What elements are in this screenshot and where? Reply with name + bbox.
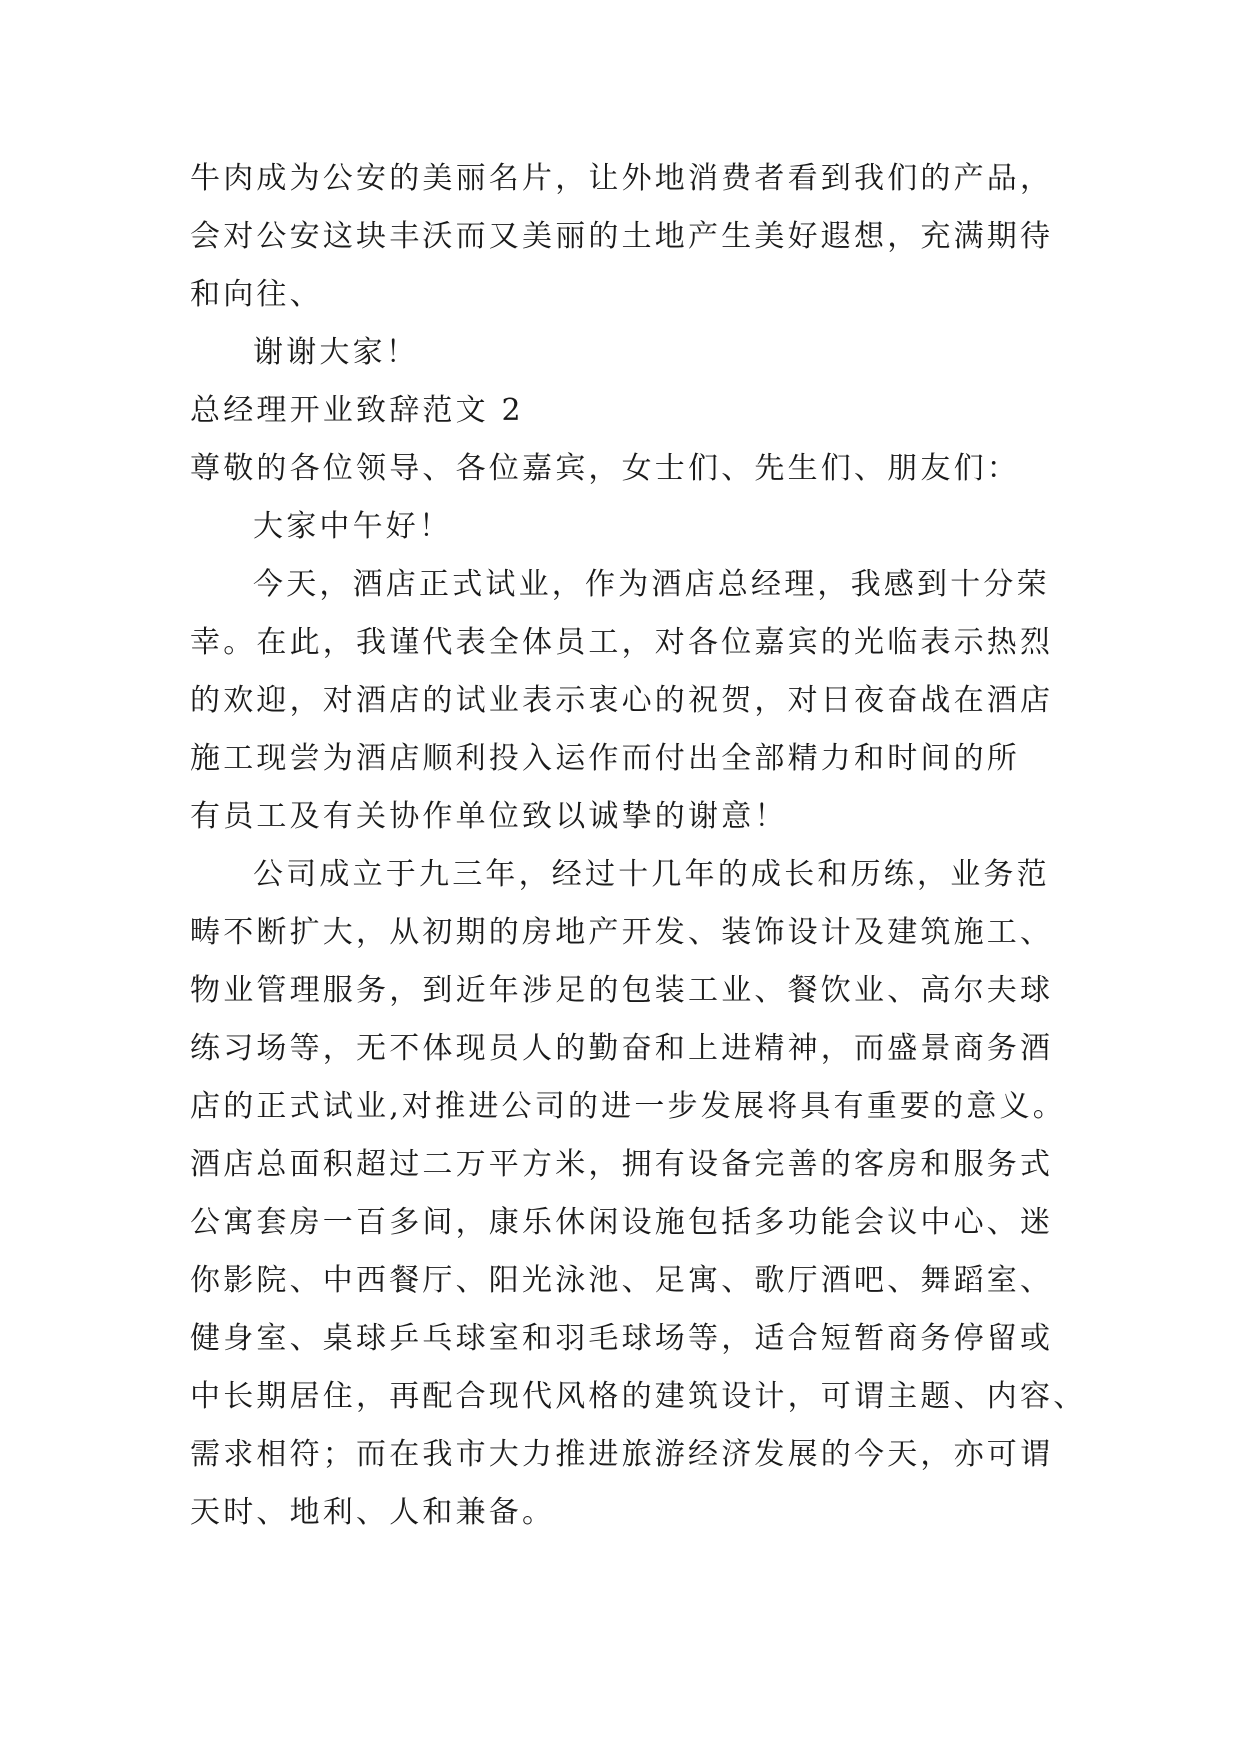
text-line: 施工现尝为酒店顺利投入运作而付出全部精力和时间的所 — [190, 741, 1020, 776]
text-line: 今天，酒店正式试业，作为酒店总经理，我感到十分荣 — [253, 567, 1050, 602]
section-heading: 总经理开业致辞范文 2 — [190, 393, 524, 428]
text-line: 酒店总面积超过二万平方米，拥有设备完善的客房和服务式 — [190, 1147, 1054, 1182]
text-line: 公司成立于九三年，经过十几年的成长和历练，业务范 — [253, 857, 1050, 892]
text-line: 店的正式试业,对推进公司的进一步发展将具有重要的意义。 — [190, 1089, 1066, 1124]
text-line: 的欢迎，对酒店的试业表示衷心的祝贺，对日夜奋战在酒店 — [190, 683, 1054, 718]
text-line: 中长期居住，再配合现代风格的建筑设计，可谓主题、内容、 — [190, 1379, 1087, 1414]
text-line: 你影院、中西餐厅、阳光泳池、足寓、歌厅酒吧、舞蹈室、 — [190, 1263, 1054, 1298]
text-line: 需求相符；而在我市大力推进旅游经济发展的今天，亦可谓 — [190, 1437, 1054, 1472]
text-line: 有员工及有关协作单位致以诚挚的谢意！ — [190, 799, 788, 834]
text-line: 练习场等，无不体现员人的勤奋和上进精神，而盛景商务酒 — [190, 1031, 1054, 1066]
salutation: 尊敬的各位领导、各位嘉宾，女士们、先生们、朋友们： — [190, 451, 1020, 486]
text-line: 会对公安这块丰沃而又美丽的土地产生美好遐想，充满期待 — [190, 219, 1054, 254]
text-line: 幸。在此，我谨代表全体员工，对各位嘉宾的光临表示热烈 — [190, 625, 1054, 660]
text-line: 公寓套房一百多间，康乐休闲设施包括多功能会议中心、迷 — [190, 1205, 1054, 1240]
text-line: 和向往、 — [190, 277, 323, 312]
text-line: 天时、地利、人和兼备。 — [190, 1495, 556, 1530]
text-line: 牛肉成为公安的美丽名片，让外地消费者看到我们的产品， — [190, 161, 1054, 196]
text-line: 物业管理服务，到近年涉足的包装工业、餐饮业、高尔夫球 — [190, 973, 1054, 1008]
text-line: 健身室、桌球乒乓球室和羽毛球场等，适合短暂商务停留或 — [190, 1321, 1054, 1356]
text-line: 畴不断扩大，从初期的房地产开发、装饰设计及建筑施工、 — [190, 915, 1054, 950]
text-line: 大家中午好！ — [253, 509, 453, 544]
document-page — [190, 150, 1087, 1542]
text-line: 谢谢大家！ — [253, 335, 419, 370]
